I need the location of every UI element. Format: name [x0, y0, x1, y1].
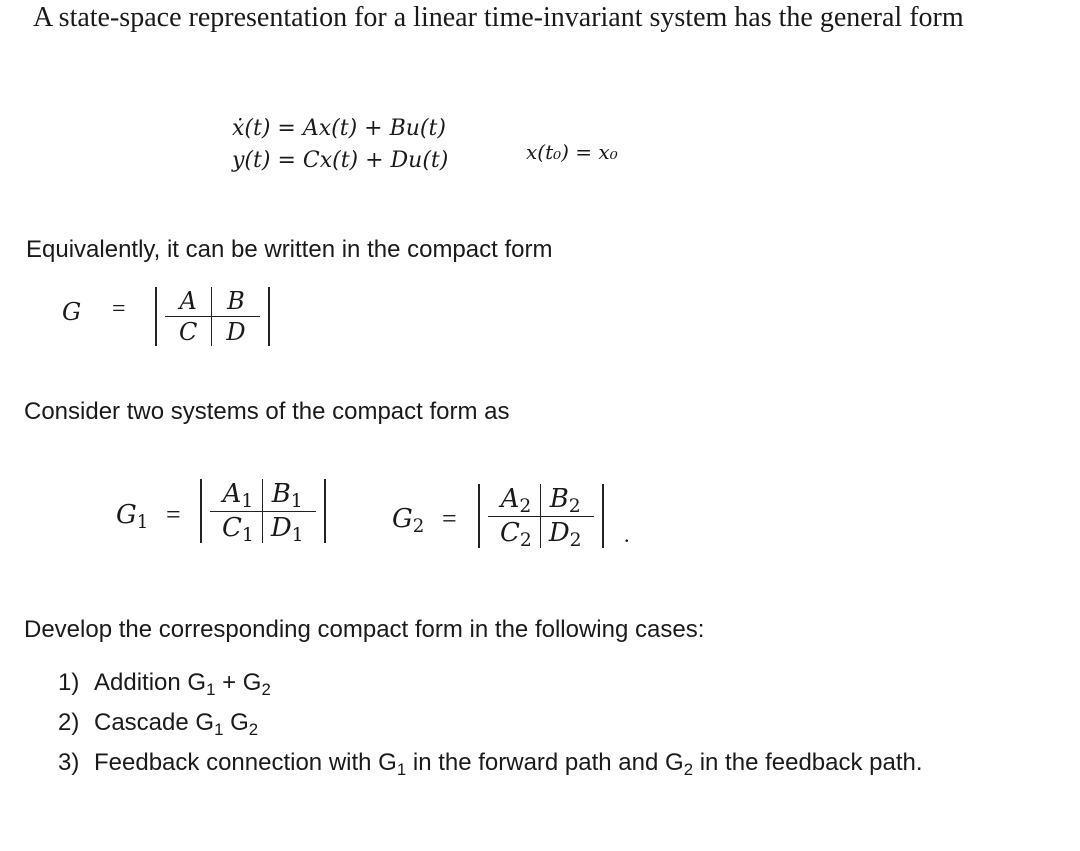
G-label: G: [62, 298, 82, 326]
matrix-A: A: [165, 287, 212, 317]
G1-name: G: [116, 500, 137, 530]
matrix-B: B: [212, 287, 259, 317]
consider-text: Consider two systems of the compact form as: [24, 398, 510, 425]
G2-name: G: [392, 504, 413, 534]
state-equation-lhs: ẋ(t): [232, 116, 271, 141]
G1-equals: =: [166, 500, 181, 529]
output-equation: [232, 148, 448, 173]
G1-subscript: 1: [136, 512, 149, 534]
G2-trailing-period: .: [624, 522, 630, 547]
compact-matrix-G2: [478, 484, 604, 552]
case-number: 2): [58, 709, 80, 736]
G2-subscript: 2: [412, 516, 425, 538]
initial-condition: x(t₀) = x₀: [526, 140, 618, 164]
matrix-D: D: [226, 318, 246, 346]
G2-label: [392, 504, 425, 538]
case-number: 3): [58, 749, 80, 776]
compact-form-intro: Equivalently, it can be written in the compact form: [26, 236, 553, 263]
matrix-C2: $C_2$: [488, 517, 541, 548]
compact-matrix-G1: [200, 479, 326, 547]
case-text: Feedback connection with $G_1$ in the forward path and $G_2$ in the feedback path.: [94, 749, 923, 780]
matrix-B2: $B_2$: [541, 484, 594, 517]
state-equation-rhs: = Ax(t) + Bu(t): [277, 116, 446, 141]
intro-paragraph: A state-space representation for a linear time-invariant system has the general form: [33, 2, 964, 33]
matrix-D2: $D_2$: [548, 518, 582, 552]
cases-list: [58, 664, 958, 784]
output-equation-lhs: y(t): [232, 148, 271, 173]
G2-equals: =: [442, 504, 457, 533]
develop-text: Develop the corresponding compact form in the following cases:: [24, 616, 705, 643]
state-equation: [232, 116, 446, 141]
output-equation-rhs: = Cx(t) + Du(t): [277, 148, 449, 173]
case-text: Cascade $G_1$ $G_2$: [94, 709, 259, 740]
case-number: 1): [58, 669, 80, 696]
case-item-cascade: [58, 704, 958, 744]
matrix-D1: $D_1$: [270, 513, 304, 547]
matrix-C: C: [165, 317, 212, 346]
G1-label: [116, 500, 149, 534]
case-item-addition: [58, 664, 958, 704]
case-item-feedback: [58, 744, 958, 784]
matrix-B1: $B_1$: [263, 479, 316, 512]
matrix-A2: $A_2$: [488, 484, 541, 517]
G-equals: =: [112, 296, 126, 322]
compact-matrix-G: [155, 287, 270, 346]
case-text: Addition $G_1 + G_2$: [94, 669, 271, 700]
matrix-A1: $A_1$: [210, 479, 263, 512]
matrix-C1: $C_1$: [210, 512, 263, 543]
